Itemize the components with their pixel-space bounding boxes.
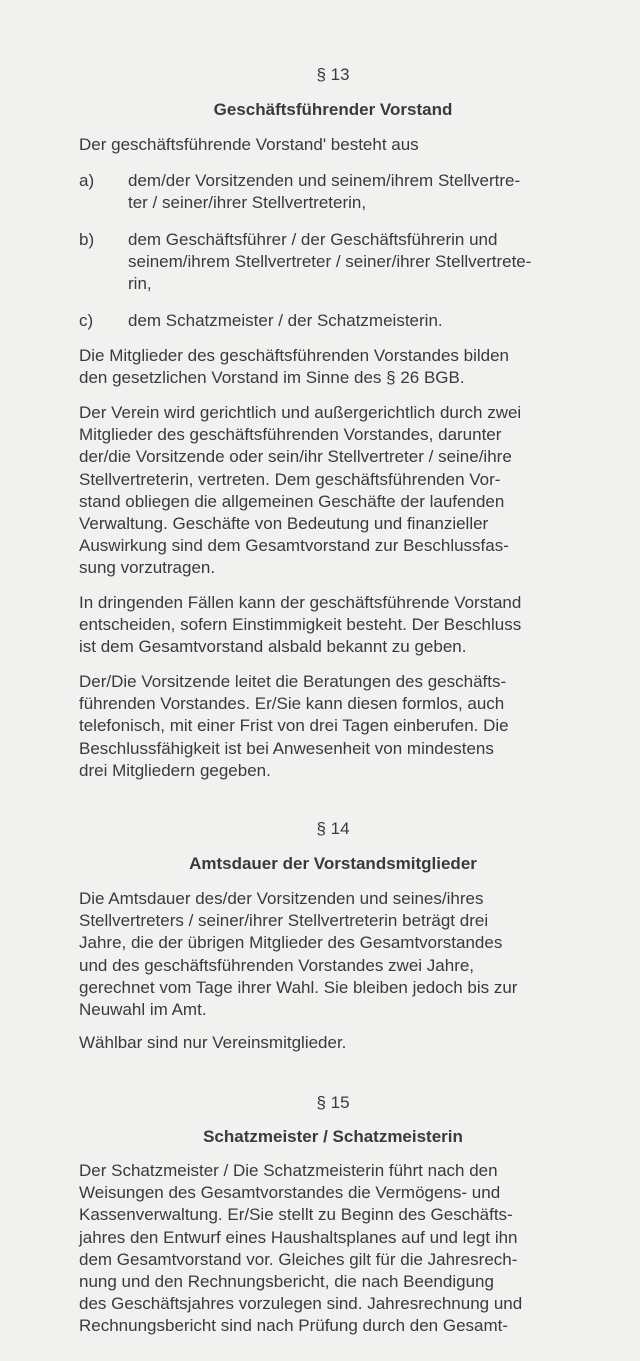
list-marker: a) — [79, 171, 95, 190]
text-line: Der Schatzmeister / Die Schatzmeisterin führt nach den — [79, 1161, 498, 1180]
text-line: nung und den Rechnungsbericht, die nach Beendigung — [79, 1272, 494, 1292]
text-line: telefonisch, mit einer Frist von drei Tagen einberufen. Die — [79, 716, 509, 736]
text-line: Stellvertreters / seiner/ihrer Stellvertreterin beträgt drei — [79, 911, 489, 931]
text-line: Der/Die Vorsitzende leitet die Beratungen des geschäfts- — [79, 672, 507, 691]
section-15-paragraph-1 — [79, 1160, 587, 1338]
text-line: Stellvertreterin, vertreten. Dem geschäftsführenden Vor- — [79, 469, 501, 489]
text-line: ist dem Gesamtvorstand alsbald bekannt zu geben. — [79, 637, 467, 657]
text-line: gerechnet vom Tage ihrer Wahl. Sie bleiben jedoch bis zur — [79, 977, 518, 997]
list-item-text — [128, 310, 587, 332]
section-14-title: Amtsdauer der Vorstandsmitglieder — [189, 854, 477, 873]
text-line: dem Schatzmeister / der Schatzmeisterin. — [128, 311, 443, 330]
list-marker: c) — [79, 311, 94, 330]
section-14-paragraph-1 — [79, 888, 587, 1021]
text-line: sung vorzutragen. — [79, 558, 216, 578]
text-line: ter / seiner/ihrer Stellvertreterin, — [128, 193, 367, 213]
section-13-title: Geschäftsführender Vorstand — [213, 100, 453, 119]
text-line: führenden Vorstandes. Er/Sie kann diesen formlos, auch — [79, 694, 505, 714]
text-line: Rechnungsbericht sind nach Prüfung durch den Gesamt- — [79, 1316, 509, 1336]
text-line: dem/der Vorsitzenden und seinem/ihrem Stellvertre- — [128, 171, 521, 190]
text-line: Verwaltung. Geschäfte von Bedeutung und finanzieller — [79, 514, 489, 534]
text-line: des Geschäftsjahres vorzulegen sind. Jahresrechnung und — [79, 1294, 523, 1314]
section-13-paragraph-4 — [79, 671, 587, 782]
text-line: Beschlussfähigkeit ist bei Anwesenheit von mindestens — [79, 738, 494, 758]
section-13-number: § 13 — [316, 65, 350, 84]
text-line: und des geschäftsführenden Vorstandes zwei Jahre, — [79, 955, 475, 975]
text-line: Neuwahl im Amt. — [79, 1000, 207, 1020]
text-line: Wählbar sind nur Vereinsmitglieder. — [79, 1033, 347, 1052]
text-line: Der geschäftsführende Vorstand' besteht aus — [79, 135, 419, 154]
section-13-intro — [79, 134, 587, 156]
text-line: Auswirkung sind dem Gesamtvorstand zur Beschlussfas- — [79, 536, 509, 556]
section-15-number: § 15 — [316, 1093, 350, 1112]
text-line: Jahre, die der übrigen Mitglieder des Gesamtvorstandes — [79, 933, 503, 953]
text-line: den gesetzlichen Vorstand im Sinne des § 26 BGB. — [79, 368, 465, 388]
text-line: dem Geschäftsführer / der Geschäftsführerin und — [128, 230, 498, 249]
section-13-paragraph-3 — [79, 592, 587, 659]
text-line: stand obliegen die allgemeinen Geschäfte der laufenden — [79, 491, 505, 511]
text-line: dem Gesamtvorstand vor. Gleiches gilt für die Jahresrech- — [79, 1249, 518, 1269]
section-15-title: Schatzmeister / Schatzmeisterin — [203, 1127, 463, 1146]
text-line: Kassenverwaltung. Er/Sie stellt zu Beginn des Geschäfts- — [79, 1205, 513, 1225]
text-line: drei Mitgliedern gegeben. — [79, 760, 271, 780]
text-line: der/die Vorsitzende oder sein/ihr Stellvertreter / seine/ihre — [79, 447, 512, 467]
text-line: Mitglieder des geschäftsführenden Vorstandes, darunter — [79, 425, 502, 445]
text-line: rin, — [128, 274, 152, 294]
text-line: Weisungen des Gesamtvorstandes die Vermögens- und — [79, 1183, 501, 1203]
section-13-paragraph-1 — [79, 345, 587, 389]
text-line: jahres den Entwurf eines Haushaltsplanes auf und legt ihn — [79, 1227, 518, 1247]
text-line: Die Amtsdauer des/der Vorsitzenden und seines/ihres — [79, 889, 484, 908]
section-14-paragraph-2 — [79, 1032, 587, 1054]
text-line: In dringenden Fällen kann der geschäftsführende Vorstand — [79, 593, 522, 612]
text-line: Die Mitglieder des geschäftsführenden Vorstandes bilden — [79, 346, 509, 365]
text-line: Der Verein wird gerichtlich und außergerichtlich durch zwei — [79, 403, 522, 422]
list-item-text — [128, 229, 587, 296]
list-item-text — [128, 170, 587, 214]
section-13-paragraph-2 — [79, 402, 587, 580]
text-line: seinem/ihrem Stellvertreter / seiner/ihrer Stellvertrete- — [128, 252, 532, 272]
list-marker: b) — [79, 230, 95, 249]
section-14-number: § 14 — [316, 819, 350, 838]
text-line: entscheiden, sofern Einstimmigkeit besteht. Der Beschluss — [79, 615, 522, 635]
